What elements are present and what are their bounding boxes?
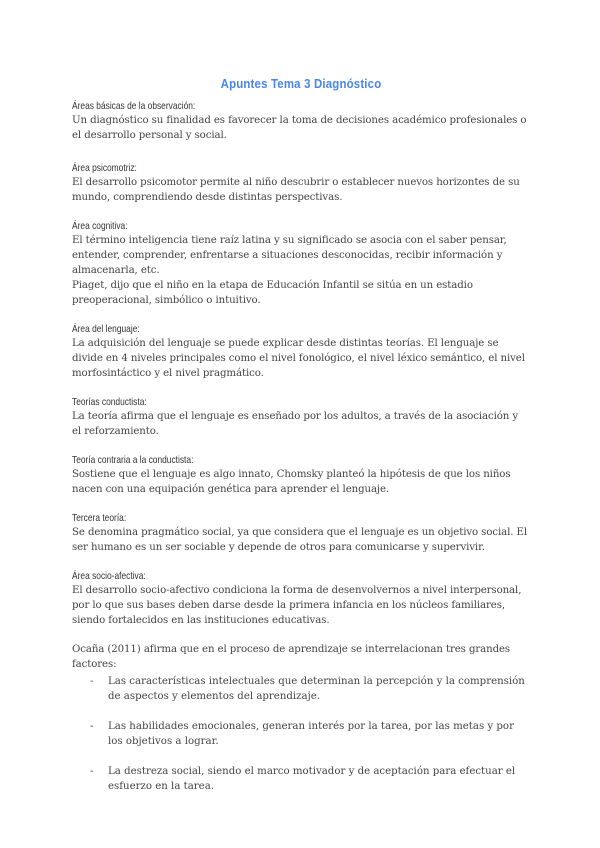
- section-paragraph: Piaget, dijo que el niño en la etapa de Educación Infantil se sitúa en un estadio preoperacional, simbólico o intuitivo.: [72, 280, 473, 306]
- section-heading: Área socio-afectiva:: [72, 570, 146, 582]
- section-heading: Teorías conductista:: [72, 396, 147, 408]
- section-cognitiva: [72, 219, 530, 308]
- bullet-dash: -: [90, 766, 94, 777]
- section-heading: Área psicomotriz:: [72, 162, 137, 174]
- section-psicomotriz: [72, 161, 530, 205]
- section-socio-afectiva: [72, 569, 530, 628]
- section-observacion: [72, 99, 530, 143]
- list-item-text: La destreza social, siendo el marco motivador y de aceptación para efectuar el esfuerzo en la tarea.: [108, 766, 516, 792]
- section-heading: Áreas básicas de la observación:: [72, 100, 196, 112]
- section-paragraph: El término inteligencia tiene raíz latina y su significado se asocia con el saber pensar, entender, comprender, enfrentarse a situaciones desconocidas, recibir información y almacenarla, etc.: [72, 235, 507, 276]
- section-heading: Tercera teoría:: [72, 512, 127, 524]
- section-paragraph: La teoría afirma que el lenguaje es enseñado por los adultos, a través de la asociación y el reforzamiento.: [72, 411, 519, 437]
- section-paragraph: La adquisición del lenguaje se puede explicar desde distintas teorías. El lenguaje se divide en 4 niveles principales como el nivel fonológico, el nivel léxico semántico, el nivel morfosintáctico y el nivel pragmático.: [72, 338, 525, 379]
- section-lenguaje: [72, 322, 530, 381]
- section-contraria: [72, 453, 530, 497]
- factores-list: [72, 674, 530, 794]
- page-title: Apuntes Tema 3 Diagnóstico: [220, 76, 382, 91]
- section-conductista: [72, 395, 530, 439]
- section-heading: Teoría contraria a la conductista:: [72, 454, 194, 466]
- bullet-dash: -: [90, 721, 94, 732]
- section-factores: [72, 642, 530, 794]
- section-paragraph: Un diagnóstico su finalidad es favorecer la toma de decisiones académico profesionales o el desarrollo personal y social.: [72, 115, 527, 141]
- section-heading: Área cognitiva:: [72, 220, 128, 232]
- list-item: [72, 719, 530, 749]
- list-item-text: Las habilidades emocionales, generan interés por la tarea, por las metas y por los objetivos a lograr.: [108, 721, 514, 747]
- list-item: [72, 674, 530, 704]
- list-item: [72, 764, 530, 794]
- list-item-text: Las características intelectuales que determinan la percepción y la comprensión de aspectos y elementos del aprendizaje.: [108, 676, 525, 702]
- section-heading: Área del lenguaje:: [72, 323, 140, 335]
- section-paragraph: El desarrollo socio-afectivo condiciona la forma de desenvolvernos a nivel interpersonal, por lo que sus bases deben darse desde la primera infancia en los núcleos familiares, siendo fortalecidos en las instituciones educativas.: [72, 585, 522, 626]
- section-paragraph: Se denomina pragmático social, ya que considera que el lenguaje es un objetivo social. El ser humano es un ser sociable y depende de otros para comunicarse y supervivir.: [72, 527, 528, 553]
- bullet-dash: -: [90, 676, 94, 687]
- section-tercera: [72, 511, 530, 555]
- closing-paragraph: Ocaña (2011) afirma que en el proceso de aprendizaje se interrelacionan tres grandes factores:: [72, 644, 511, 670]
- section-paragraph: El desarrollo psicomotor permite al niño descubrir o establecer nuevos horizontes de su mundo, comprendiendo desde distintas perspectivas.: [72, 177, 520, 203]
- section-paragraph: Sostiene que el lenguaje es algo innato, Chomsky planteó la hipótesis de que los niños nacen con una equipación genética para aprender el lenguaje.: [72, 469, 511, 495]
